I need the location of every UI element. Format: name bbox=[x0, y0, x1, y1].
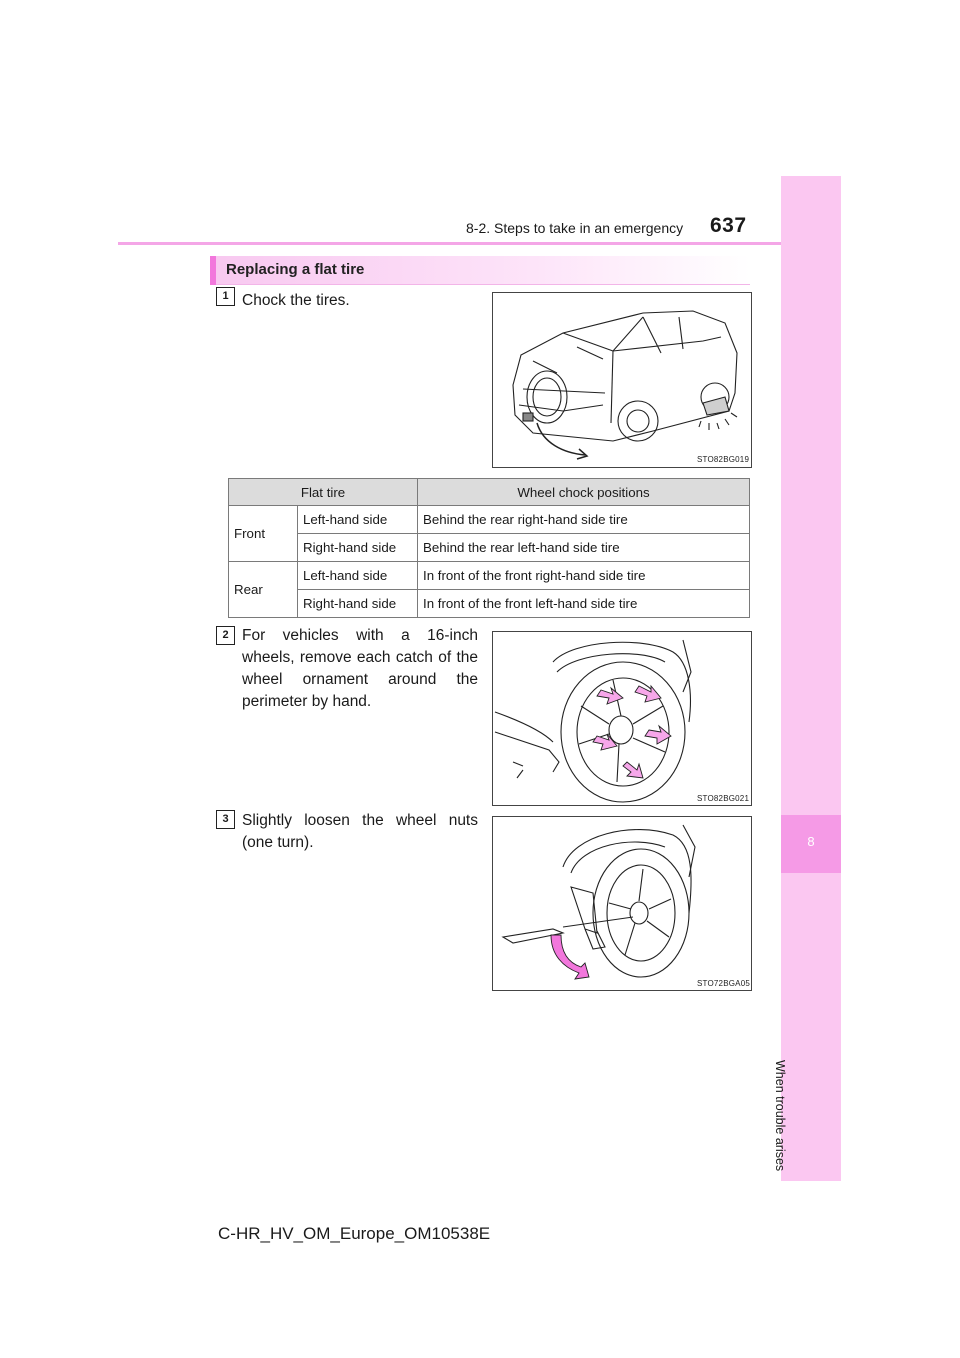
chapter-side-strip bbox=[781, 176, 841, 1181]
table-row bbox=[229, 590, 750, 618]
page-number: 637 bbox=[710, 214, 747, 237]
table-row bbox=[229, 506, 750, 534]
table-cell: Left-hand side bbox=[298, 506, 418, 534]
figure-chock-tires bbox=[492, 292, 752, 468]
table-group-rear: Rear bbox=[229, 562, 298, 618]
step-1-badge: 1 bbox=[216, 287, 235, 306]
figure-wheel-ornament bbox=[492, 631, 752, 806]
table-header-chock-positions: Wheel chock positions bbox=[418, 479, 750, 506]
figure-3-code: STO72BGA05 bbox=[697, 979, 750, 988]
table-cell: Right-hand side bbox=[298, 534, 418, 562]
wheel-chock-table bbox=[228, 478, 750, 618]
table-row bbox=[229, 562, 750, 590]
document-id-footer: C-HR_HV_OM_Europe_OM10538E bbox=[218, 1224, 491, 1243]
running-header-section: 8-2. Steps to take in an emergency bbox=[466, 220, 684, 236]
figure-2-code: STO82BG021 bbox=[697, 794, 750, 803]
step-1-text: Chock the tires. bbox=[242, 292, 350, 309]
figure-loosen-nuts bbox=[492, 816, 752, 991]
table-cell: Right-hand side bbox=[298, 590, 418, 618]
table-header-flat-tire: Flat tire bbox=[229, 479, 418, 506]
table-header-row bbox=[229, 479, 750, 506]
chapter-title: When trouble arises bbox=[773, 1060, 787, 1172]
step-3-text: Slightly loosen the wheel nuts (one turn). bbox=[242, 812, 478, 851]
step-2-badge: 2 bbox=[216, 626, 235, 645]
header-rule bbox=[118, 242, 840, 245]
table-cell: In front of the front left-hand side tire bbox=[418, 590, 750, 618]
section-heading-bar bbox=[210, 256, 216, 285]
table-cell: Behind the rear right-hand side tire bbox=[418, 506, 750, 534]
wheel-ornament-illustration bbox=[493, 632, 751, 805]
car-chocked-illustration bbox=[493, 293, 751, 467]
table-cell: Behind the rear left-hand side tire bbox=[418, 534, 750, 562]
table-cell: In front of the front right-hand side tire bbox=[418, 562, 750, 590]
chapter-number: 8 bbox=[807, 834, 815, 849]
table-row bbox=[229, 534, 750, 562]
section-title: Replacing a flat tire bbox=[226, 261, 365, 278]
loosen-nuts-illustration bbox=[493, 817, 751, 990]
figure-1-code: STO82BG019 bbox=[697, 455, 750, 464]
step-3-badge: 3 bbox=[216, 810, 235, 829]
step-2-text: For vehicles with a 16-inch wheels, remove each catch of the wheel ornament around the perimeter by hand. bbox=[242, 627, 478, 710]
table-group-front: Front bbox=[229, 506, 298, 562]
table-cell: Left-hand side bbox=[298, 562, 418, 590]
